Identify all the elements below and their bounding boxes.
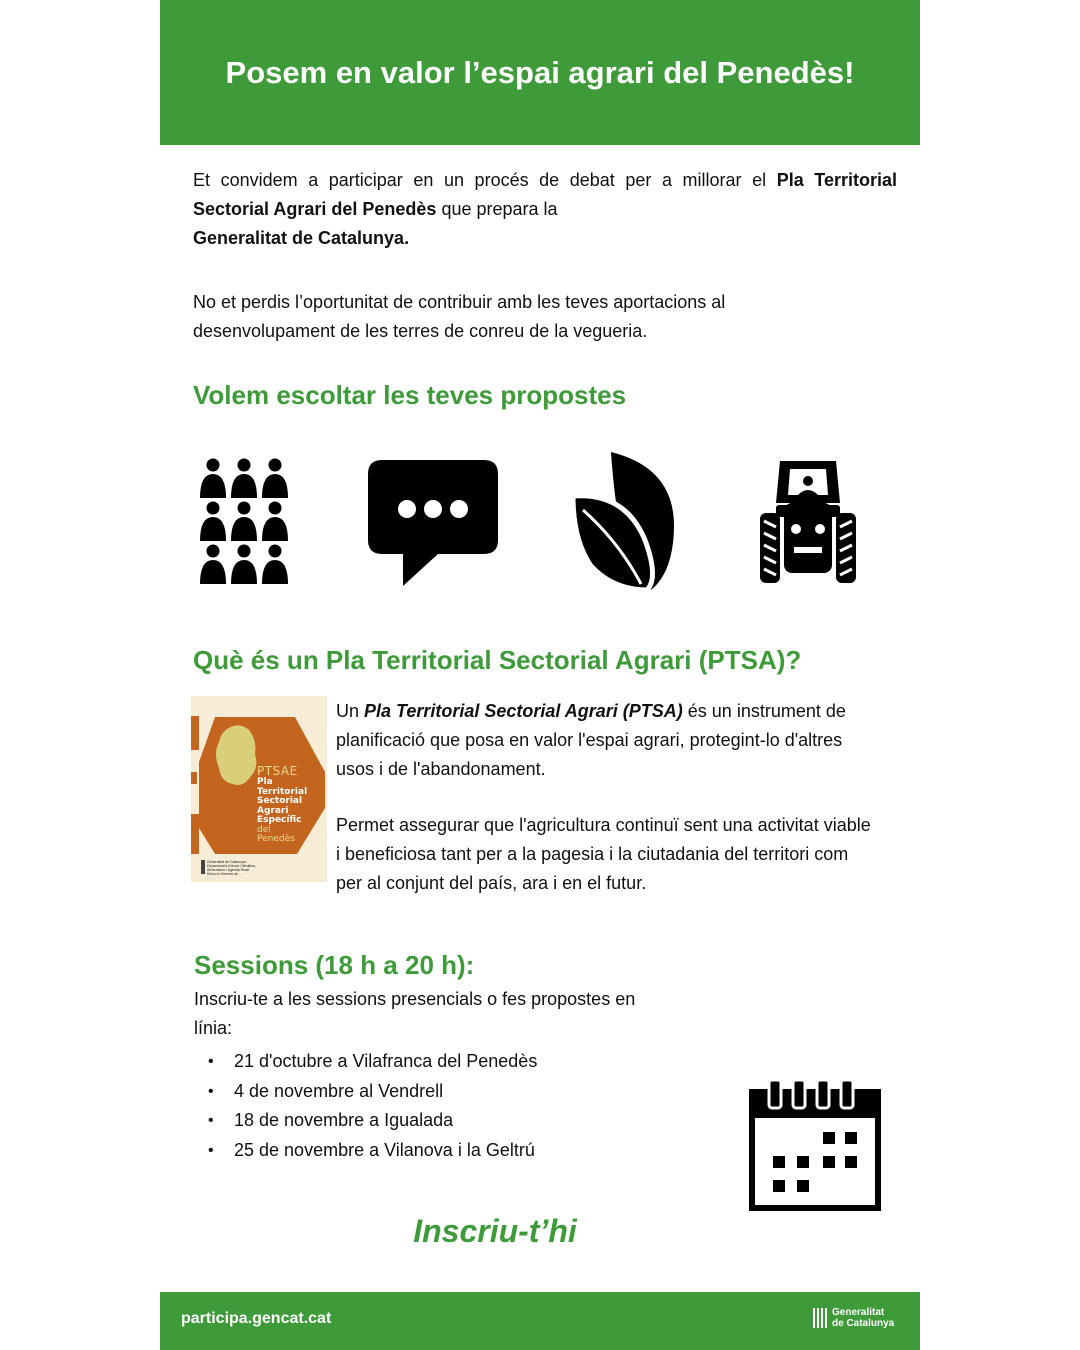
page [160,0,920,1350]
senyera-icon [813,1308,827,1328]
ptsa-p1-prefix: Un [336,701,365,721]
cover-credits [207,860,256,880]
ptsa-cover-image [191,696,327,882]
intro-text-2: que prepara la [436,199,558,219]
cover-title [257,764,307,845]
session-item: • 21 d'octubre a Vilafranca del Penedès [208,1047,537,1077]
register-link[interactable]: Inscriu-t’hi [413,1213,577,1249]
cover-credit-line: Departament d'Acció Climàtica, [207,864,256,868]
icon-row [193,450,897,595]
header-banner [160,0,920,145]
logo-line-2: de Catalunya [832,1318,895,1329]
page-title: Posem en valor l’espai agrari del Penedès! [225,54,855,90]
intro-text-1: Et convidem a participar en un procés de debat per a millorar el [193,170,777,190]
intro-paragraph [193,166,897,253]
ptsa-term: Pla Territorial Sectorial Agrari (PTSA) [364,701,683,721]
sessions-intro: Inscriu-te a les sessions presencials o fes propostes en línia: [194,989,636,1038]
ptsa-paragraph-2: Permet assegurar que l'agricultura continuï sent una activitat viable i beneficiosa tant per a la pagesia i la ciutadania del territori com per al conjunt del país, ara i en el futur. [336,815,871,893]
tractor-icon [758,459,858,585]
intro-plan-name: Pla Territorial Sectorial Agrari del Penedès [193,170,897,219]
footer-url-link[interactable]: participa.gencat.cat [181,1310,332,1327]
speech-bubble-icon [366,458,500,588]
intro-authority: Generalitat de Catalunya. [193,228,410,248]
cover-line: del [257,824,271,835]
cover-credit-line: Alimentació i Agenda Rural [207,868,250,872]
ptsa-description [336,697,876,898]
cover-line: Agrari [257,805,289,816]
cover-line: Específic [257,815,302,825]
calendar-icon [749,1078,881,1212]
ptsa-p1-suffix: és un instrument de planificació que posa en valor l'espai agrari, protegint-lo d'altres usos i de l'abandonament. [336,701,846,779]
cover-acronym: PTSAE [257,764,298,778]
sessions-heading: Sessions (18 h a 20 h): [194,950,475,980]
people-group-icon [198,458,292,584]
generalitat-logo [813,1307,894,1329]
intro-paragraph-2: No et perdis l’oportunitat de contribuir amb les teves aportacions al desenvolupament de les terres de conreu de la vegueria. [193,292,726,341]
sessions-list [208,1047,537,1165]
ptsa-heading: Què és un Pla Territorial Sectorial Agrari (PTSA)? [193,645,802,675]
cover-credit-line: Generalitat de Catalunya [207,860,246,864]
cover-line: Penedès [257,834,295,844]
session-item: • 4 de novembre al Vendrell [208,1077,537,1107]
leaf-icon [571,450,677,592]
proposals-heading: Volem escoltar les teves propostes [193,380,627,410]
footer-bar [160,1292,920,1350]
session-item: • 18 de novembre a Igualada [208,1106,537,1136]
session-item: • 25 de novembre a Vilanova i la Geltrú [208,1136,537,1166]
logo-line-1: Generalitat [832,1307,885,1318]
cover-line: Territorial [257,786,308,797]
cover-credit-line: Direcció General de ... [207,872,242,876]
ptsa-paragraph-1 [336,697,876,784]
cover-line: Sectorial [257,796,303,806]
cover-credit-line: ... [207,876,210,880]
cover-line: Pla [257,777,273,787]
